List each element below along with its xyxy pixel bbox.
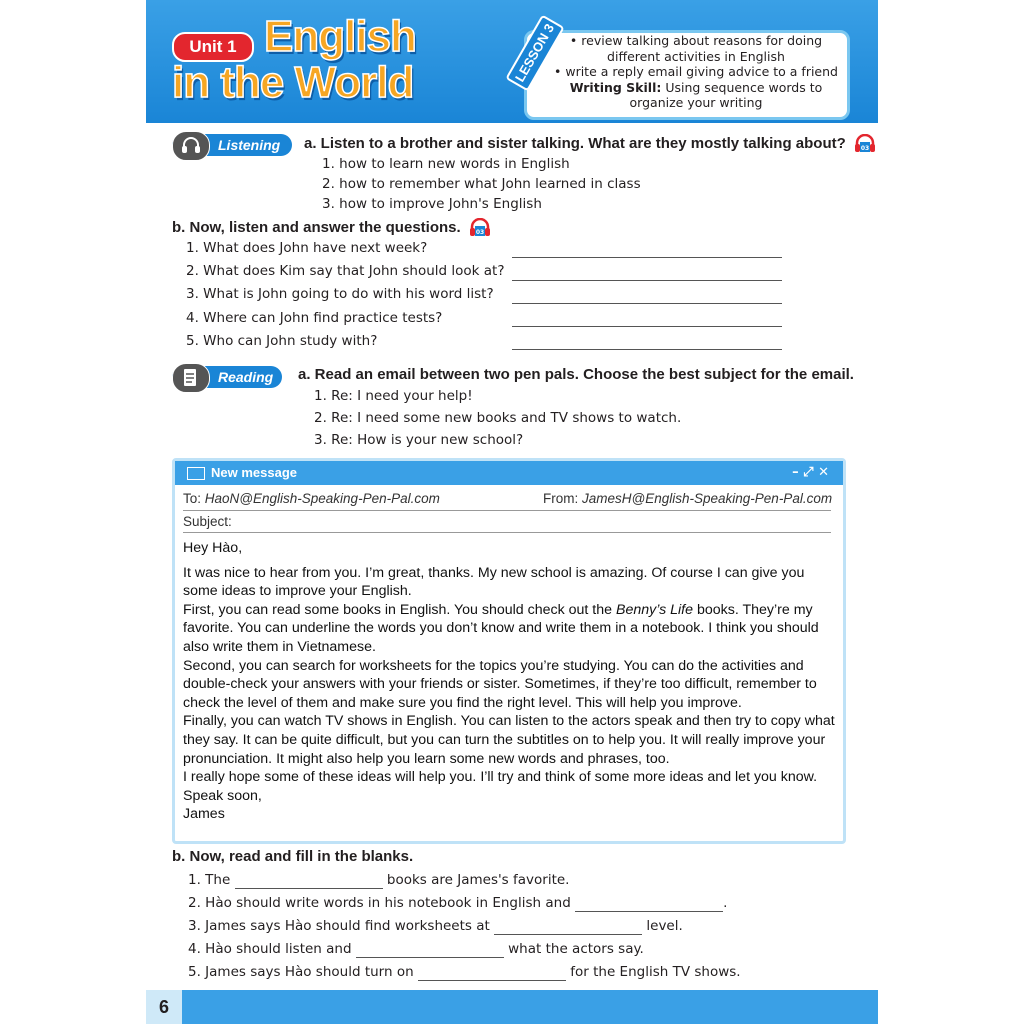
listening-b-question-1: 1. What does John have next week? bbox=[186, 240, 428, 256]
fill-item-5 bbox=[188, 964, 741, 981]
listening-b-question-3: 3. What is John going to do with his word list? bbox=[186, 286, 494, 302]
workbook-page bbox=[146, 0, 878, 1024]
listening-pill bbox=[172, 134, 292, 156]
window-controls[interactable]: – ⤢ ✕ bbox=[792, 465, 829, 480]
answer-line-2[interactable] bbox=[512, 280, 782, 281]
fill-item-2-pre: 2. Hào should write words in his notebook in English and bbox=[188, 895, 571, 911]
answer-line-4[interactable] bbox=[512, 326, 782, 327]
listening-b-question-5: 5. Who can John study with? bbox=[186, 333, 378, 349]
reading-b-prompt: b. Now, read and fill in the blanks. bbox=[172, 848, 414, 865]
email-signature: James bbox=[183, 806, 225, 823]
email-from-field bbox=[543, 491, 832, 506]
unit-title-line2: in the World bbox=[172, 58, 414, 107]
writing-skill bbox=[546, 80, 846, 111]
listening-a-prompt bbox=[304, 134, 876, 154]
fill-item-4-post: what the actors say. bbox=[508, 941, 644, 957]
listening-a-option-2: 2. how to remember what John learned in class bbox=[322, 176, 641, 192]
reading-a-option-1: 1. Re: I need your help! bbox=[314, 388, 473, 404]
fill-item-1-pre: 1. The bbox=[188, 872, 231, 888]
headphones-icon bbox=[172, 131, 210, 161]
email-paragraph-5: I really hope some of these ideas will help you. I’ll try and think of some more ideas and let you know. bbox=[183, 769, 818, 786]
blank-4[interactable] bbox=[356, 941, 504, 958]
listening-b-question-2: 2. What does Kim say that John should look at? bbox=[186, 263, 505, 279]
svg-text:03: 03 bbox=[860, 145, 870, 152]
audio-cd-icon[interactable] bbox=[854, 134, 876, 154]
objective-1: • review talking about reasons for doing different activities in English bbox=[569, 33, 823, 64]
reading-a-prompt: a. Read an email between two pen pals. Choose the best subject for the email. bbox=[298, 366, 854, 383]
fill-item-3 bbox=[188, 918, 683, 935]
listening-a-text: a. Listen to a brother and sister talking. What are they mostly talking about? bbox=[304, 134, 846, 152]
email-paragraph-4: Finally, you can watch TV shows in English. You can listen to the actors speak and then try to copy what they say. It can be quite difficult, but you can turn the subtitles on to help you. It will really improve your pronunciation. It might also help you learn some new words and phrases, too. bbox=[183, 713, 835, 767]
fill-item-3-pre: 3. James says Hào should find worksheets at bbox=[188, 918, 490, 934]
fill-item-5-pre: 5. James says Hào should turn on bbox=[188, 964, 414, 980]
to-label: To: bbox=[183, 491, 202, 506]
listening-b-question-4: 4. Where can John find practice tests? bbox=[186, 310, 443, 326]
answer-line-3[interactable] bbox=[512, 303, 782, 304]
svg-text:03: 03 bbox=[475, 229, 485, 236]
email-divider bbox=[183, 510, 831, 511]
email-greeting: Hey Hào, bbox=[183, 540, 243, 556]
email-paragraph-1: It was nice to hear from you. I’m great, thanks. My new school is amazing. Of course I can give you some ideas to improve your English. bbox=[183, 564, 805, 600]
unit-title-line1: English bbox=[264, 12, 416, 61]
book-title: Benny’s Life bbox=[615, 601, 694, 618]
email-signoff: Speak soon, bbox=[183, 787, 262, 804]
listening-a-option-3: 3. how to improve John's English bbox=[322, 196, 542, 212]
document-icon bbox=[172, 363, 210, 393]
lesson-tag: LESSON 3 bbox=[505, 14, 565, 91]
blank-3[interactable] bbox=[494, 918, 642, 935]
answer-line-5[interactable] bbox=[512, 349, 782, 350]
blank-1[interactable] bbox=[235, 872, 383, 889]
para2-part-b: books. They’re my favorite. You can underline the words you don’t know and write them in a notebook. I think you should also write them in Vietnamese. bbox=[183, 601, 819, 655]
listening-b-prompt bbox=[172, 218, 491, 238]
reading-label: Reading bbox=[218, 369, 274, 385]
reading-a-option-2: 2. Re: I need some new books and TV shows to watch. bbox=[314, 410, 682, 426]
unit-badge: Unit 1 bbox=[172, 32, 254, 62]
fill-item-5-post: for the English TV shows. bbox=[570, 964, 741, 980]
listening-label: Listening bbox=[218, 137, 281, 153]
audio-cd-icon[interactable] bbox=[469, 218, 491, 238]
email-paragraph-2 bbox=[183, 601, 835, 657]
email-paragraph-3: Second, you can search for worksheets for the topics you’re studying. You can do the activities and double-check your answers with your friends or sister. Sometimes, if they’re too difficult, remember to check the level of them and make sure you find the right level. This will help you improve. bbox=[183, 657, 817, 711]
objective-2: • write a reply email giving advice to a friend bbox=[554, 64, 838, 79]
email-subject-field: Subject: bbox=[183, 514, 232, 529]
footer-bar bbox=[146, 990, 878, 1024]
email-window-title: New message bbox=[211, 465, 297, 480]
email-divider bbox=[183, 532, 831, 533]
writing-skill-label: Writing Skill: bbox=[569, 79, 662, 95]
envelope-icon bbox=[187, 467, 205, 480]
header-banner bbox=[146, 0, 878, 123]
reading-a-option-3: 3. Re: How is your new school? bbox=[314, 432, 524, 448]
email-titlebar bbox=[175, 461, 843, 485]
from-value: JamesH@English-Speaking-Pen-Pal.com bbox=[582, 491, 833, 506]
reading-pill bbox=[172, 366, 282, 388]
fill-item-1-post: books are James's favorite. bbox=[386, 872, 570, 888]
writing-skill-text: Using sequence words to organize your writing bbox=[629, 79, 823, 110]
answer-line-1[interactable] bbox=[512, 257, 782, 258]
fill-item-2 bbox=[188, 895, 727, 912]
fill-item-1 bbox=[188, 872, 569, 889]
blank-2[interactable] bbox=[575, 895, 723, 912]
listening-a-option-1: 1. how to learn new words in English bbox=[322, 156, 570, 172]
page-number: 6 bbox=[146, 990, 182, 1024]
fill-item-4 bbox=[188, 941, 644, 958]
to-value: HaoN@English-Speaking-Pen-Pal.com bbox=[204, 491, 440, 506]
lesson-objectives bbox=[546, 33, 846, 111]
para2-part-a: First, you can read some books in English. You should check out the bbox=[183, 601, 616, 618]
email-to-field bbox=[183, 491, 440, 506]
email-body bbox=[183, 539, 835, 824]
fill-item-2-post: . bbox=[723, 895, 728, 911]
listening-b-text: b. Now, listen and answer the questions. bbox=[172, 218, 461, 236]
fill-item-3-post: level. bbox=[646, 918, 683, 934]
email-window bbox=[172, 458, 846, 844]
fill-item-4-pre: 4. Hào should listen and bbox=[188, 941, 352, 957]
from-label: From: bbox=[543, 491, 579, 506]
blank-5[interactable] bbox=[418, 964, 566, 981]
